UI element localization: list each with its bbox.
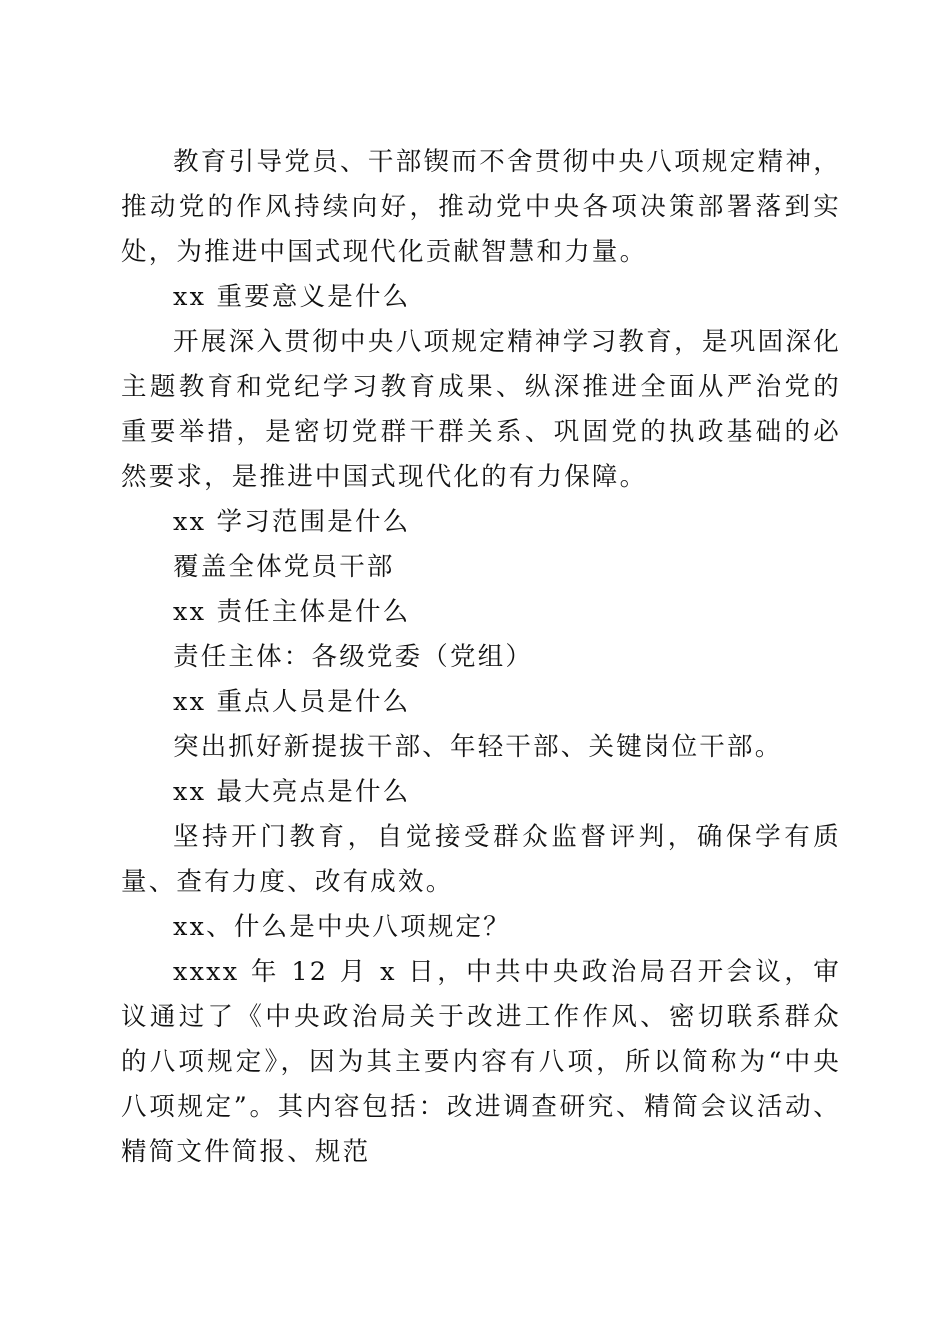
heading-significance: xx 重要意义是什么 [173,282,411,312]
heading-eight-rules: xx、什么是中央八项规定？ [173,912,511,942]
document-body [121,140,841,1175]
paragraph-key-personnel: 突出抓好新提拔干部、年轻干部、关键岗位干部。 [173,732,783,762]
paragraph-scope: 覆盖全体党员干部 [173,552,395,582]
paragraph-responsible-party: 责任主体：各级党委（党组） [173,642,534,672]
heading-highlight: xx 最大亮点是什么 [173,777,411,807]
paragraph-highlight: 坚持开门教育，自觉接受群众监督评判，确保学有质量、查有力度、改有成效。 [121,822,841,897]
heading-key-personnel: xx 重点人员是什么 [173,687,411,717]
heading-scope: xx 学习范围是什么 [173,507,411,537]
heading-responsible-party: xx 责任主体是什么 [173,597,411,627]
paragraph-significance: 开展深入贯彻中央八项规定精神学习教育，是巩固深化主题教育和党纪学习教育成果、纵深推进全面从严治党的重要举措，是密切党群干群关系、巩固党的执政基础的必然要求，是推进中国式现代化的有力保障。 [121,327,841,492]
paragraph-intro: 教育引导党员、干部锲而不舍贯彻中央八项规定精神，推动党的作风持续向好，推动党中央各项决策部署落到实处，为推进中国式现代化贡献智慧和力量。 [121,147,841,267]
paragraph-eight-rules: xxxx 年 12 月 x 日，中共中央政治局召开会议，审议通过了《中央政治局关于改进工作作风、密切联系群众的八项规定》，因为其主要内容有八项，所以简称为“中央八项规定”。其内容包括：改进调查研究、精简会议活动、精简文件简报、规范 [121,957,841,1167]
